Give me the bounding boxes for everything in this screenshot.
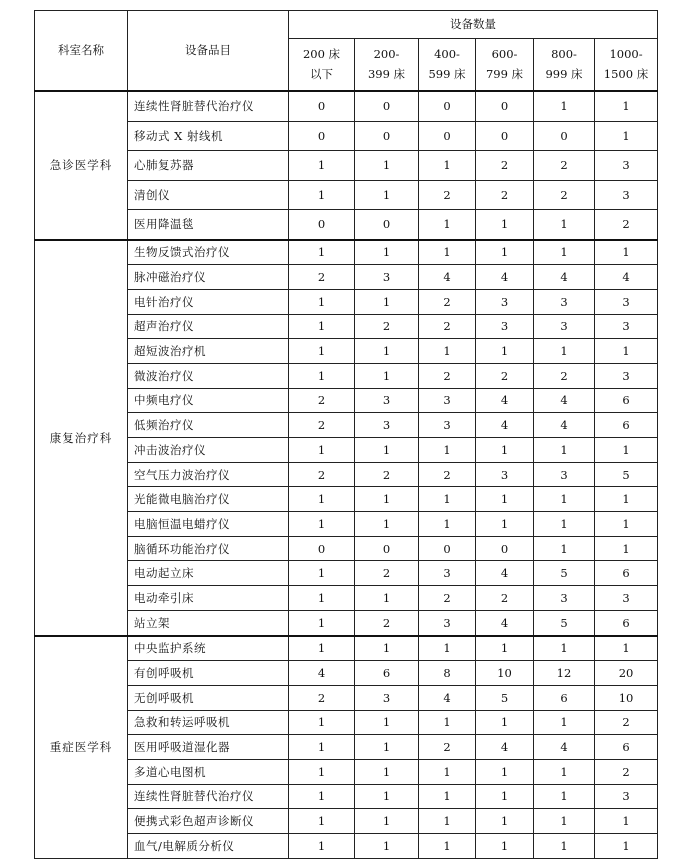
table-row bbox=[35, 834, 658, 859]
quantity-cell: 0 bbox=[289, 536, 355, 561]
quantity-cell: 5 bbox=[534, 561, 595, 586]
quantity-cell: 0 bbox=[476, 121, 534, 151]
quantity-cell: 3 bbox=[419, 413, 476, 438]
quantity-cell: 1 bbox=[289, 834, 355, 859]
table-row bbox=[35, 610, 658, 635]
quantity-cell: 3 bbox=[476, 314, 534, 339]
quantity-cell: 1 bbox=[595, 636, 658, 661]
quantity-cell: 1 bbox=[355, 636, 419, 661]
quantity-cell: 0 bbox=[476, 91, 534, 121]
quantity-cell: 6 bbox=[595, 735, 658, 760]
quantity-cell: 1 bbox=[595, 240, 658, 265]
quantity-cell: 5 bbox=[534, 610, 595, 635]
quantity-cell: 2 bbox=[595, 710, 658, 735]
quantity-cell: 3 bbox=[419, 561, 476, 586]
quantity-cell: 6 bbox=[595, 610, 658, 635]
equipment-item-cell: 脉冲磁治疗仪 bbox=[128, 265, 289, 290]
quantity-cell: 2 bbox=[289, 413, 355, 438]
quantity-cell: 0 bbox=[476, 536, 534, 561]
quantity-cell: 1 bbox=[289, 151, 355, 181]
table-row bbox=[35, 265, 658, 290]
quantity-cell: 3 bbox=[595, 151, 658, 181]
quantity-cell: 4 bbox=[534, 265, 595, 290]
quantity-cell: 1 bbox=[355, 710, 419, 735]
quantity-cell: 1 bbox=[419, 809, 476, 834]
quantity-cell: 1 bbox=[355, 809, 419, 834]
equipment-item-cell: 无创呼吸机 bbox=[128, 685, 289, 710]
equipment-item-cell: 多道心电图机 bbox=[128, 759, 289, 784]
quantity-cell: 1 bbox=[419, 710, 476, 735]
quantity-cell: 2 bbox=[289, 462, 355, 487]
quantity-cell: 1 bbox=[419, 151, 476, 181]
quantity-cell: 8 bbox=[419, 661, 476, 686]
equipment-item-cell: 电动牵引床 bbox=[128, 586, 289, 611]
quantity-cell: 6 bbox=[595, 388, 658, 413]
quantity-cell: 1 bbox=[476, 636, 534, 661]
table-row bbox=[35, 586, 658, 611]
quantity-cell: 1 bbox=[476, 438, 534, 463]
quantity-cell: 1 bbox=[534, 240, 595, 265]
table-row bbox=[35, 487, 658, 512]
equipment-item-cell: 冲击波治疗仪 bbox=[128, 438, 289, 463]
quantity-cell: 20 bbox=[595, 661, 658, 686]
table-header bbox=[35, 11, 658, 92]
equipment-item-cell: 超声治疗仪 bbox=[128, 314, 289, 339]
equipment-item-cell: 电针治疗仪 bbox=[128, 289, 289, 314]
quantity-cell: 3 bbox=[355, 265, 419, 290]
quantity-cell: 1 bbox=[534, 536, 595, 561]
equipment-item-cell: 电动起立床 bbox=[128, 561, 289, 586]
dept-name-cell: 重症医学科 bbox=[35, 636, 128, 859]
quantity-cell: 1 bbox=[534, 759, 595, 784]
quantity-cell: 1 bbox=[289, 561, 355, 586]
quantity-cell: 1 bbox=[534, 339, 595, 364]
quantity-cell: 4 bbox=[476, 265, 534, 290]
quantity-cell: 1 bbox=[476, 759, 534, 784]
quantity-cell: 1 bbox=[595, 834, 658, 859]
quantity-cell: 4 bbox=[419, 685, 476, 710]
table-row bbox=[35, 121, 658, 151]
quantity-cell: 1 bbox=[289, 759, 355, 784]
quantity-cell: 1 bbox=[595, 809, 658, 834]
quantity-cell: 2 bbox=[289, 388, 355, 413]
quantity-cell: 3 bbox=[534, 462, 595, 487]
quantity-cell: 3 bbox=[476, 462, 534, 487]
quantity-cell: 1 bbox=[289, 610, 355, 635]
quantity-cell: 4 bbox=[476, 561, 534, 586]
quantity-cell: 1 bbox=[355, 759, 419, 784]
quantity-cell: 1 bbox=[355, 784, 419, 809]
bed-size-header bbox=[595, 39, 658, 92]
quantity-cell: 1 bbox=[534, 834, 595, 859]
quantity-cell: 3 bbox=[595, 180, 658, 210]
equipment-item-cell: 清创仪 bbox=[128, 180, 289, 210]
bed-size-header-line1: 600- bbox=[491, 46, 518, 61]
quantity-cell: 1 bbox=[355, 834, 419, 859]
table-row bbox=[35, 561, 658, 586]
quantity-cell: 2 bbox=[289, 265, 355, 290]
table-row bbox=[35, 759, 658, 784]
quantity-cell: 1 bbox=[419, 636, 476, 661]
table-row bbox=[35, 91, 658, 121]
quantity-cell: 1 bbox=[534, 809, 595, 834]
quantity-cell: 0 bbox=[289, 91, 355, 121]
table-row bbox=[35, 661, 658, 686]
quantity-cell: 1 bbox=[595, 339, 658, 364]
bed-size-header-line2: 999 床 bbox=[545, 66, 583, 81]
table-row bbox=[35, 339, 658, 364]
quantity-cell: 0 bbox=[355, 121, 419, 151]
quantity-cell: 1 bbox=[289, 180, 355, 210]
quantity-cell: 0 bbox=[419, 91, 476, 121]
dept-name-cell: 康复治疗科 bbox=[35, 240, 128, 636]
quantity-cell: 4 bbox=[595, 265, 658, 290]
equipment-item-cell: 连续性肾脏替代治疗仪 bbox=[128, 784, 289, 809]
table-row bbox=[35, 210, 658, 240]
quantity-cell: 3 bbox=[355, 388, 419, 413]
quantity-cell: 3 bbox=[595, 586, 658, 611]
quantity-cell: 1 bbox=[355, 487, 419, 512]
quantity-cell: 4 bbox=[534, 388, 595, 413]
quantity-cell: 1 bbox=[534, 210, 595, 240]
quantity-cell: 1 bbox=[534, 438, 595, 463]
quantity-cell: 1 bbox=[289, 710, 355, 735]
quantity-cell: 2 bbox=[419, 363, 476, 388]
table-row bbox=[35, 735, 658, 760]
quantity-cell: 3 bbox=[476, 289, 534, 314]
quantity-cell: 1 bbox=[595, 91, 658, 121]
quantity-cell: 1 bbox=[355, 512, 419, 537]
quantity-cell: 1 bbox=[476, 809, 534, 834]
quantity-cell: 6 bbox=[534, 685, 595, 710]
equipment-item-cell: 有创呼吸机 bbox=[128, 661, 289, 686]
quantity-cell: 2 bbox=[355, 561, 419, 586]
quantity-cell: 1 bbox=[419, 759, 476, 784]
quantity-cell: 2 bbox=[355, 610, 419, 635]
quantity-cell: 1 bbox=[419, 240, 476, 265]
quantity-cell: 3 bbox=[419, 388, 476, 413]
quantity-cell: 2 bbox=[476, 586, 534, 611]
quantity-cell: 0 bbox=[289, 121, 355, 151]
quantity-group-header: 设备数量 bbox=[289, 11, 658, 39]
quantity-cell: 1 bbox=[476, 784, 534, 809]
quantity-cell: 1 bbox=[289, 363, 355, 388]
equipment-item-cell: 超短波治疗机 bbox=[128, 339, 289, 364]
quantity-cell: 2 bbox=[355, 462, 419, 487]
quantity-cell: 1 bbox=[289, 512, 355, 537]
bed-size-header-line2: 599 床 bbox=[428, 66, 466, 81]
quantity-cell: 4 bbox=[419, 265, 476, 290]
table-row bbox=[35, 809, 658, 834]
quantity-cell: 1 bbox=[289, 240, 355, 265]
quantity-cell: 1 bbox=[355, 289, 419, 314]
quantity-cell: 1 bbox=[289, 784, 355, 809]
equipment-item-cell: 急救和转运呼吸机 bbox=[128, 710, 289, 735]
table-row bbox=[35, 240, 658, 265]
quantity-cell: 0 bbox=[289, 210, 355, 240]
table-row bbox=[35, 636, 658, 661]
quantity-cell: 1 bbox=[289, 487, 355, 512]
quantity-cell: 3 bbox=[595, 363, 658, 388]
quantity-cell: 10 bbox=[595, 685, 658, 710]
bed-size-header-line1: 1000- bbox=[609, 46, 643, 61]
quantity-cell: 2 bbox=[419, 586, 476, 611]
quantity-cell: 0 bbox=[534, 121, 595, 151]
equipment-item-cell: 低频治疗仪 bbox=[128, 413, 289, 438]
quantity-cell: 1 bbox=[355, 438, 419, 463]
bed-size-header-line1: 800- bbox=[551, 46, 577, 61]
quantity-cell: 1 bbox=[289, 586, 355, 611]
bed-size-header-line2: 1500 床 bbox=[603, 66, 649, 81]
quantity-cell: 1 bbox=[534, 487, 595, 512]
quantity-cell: 1 bbox=[476, 710, 534, 735]
quantity-cell: 1 bbox=[595, 438, 658, 463]
table-row bbox=[35, 388, 658, 413]
equipment-item-cell: 生物反馈式治疗仪 bbox=[128, 240, 289, 265]
quantity-cell: 1 bbox=[419, 339, 476, 364]
quantity-cell: 1 bbox=[595, 121, 658, 151]
bed-size-header-line2: 399 床 bbox=[367, 66, 406, 81]
quantity-cell: 1 bbox=[534, 91, 595, 121]
quantity-cell: 1 bbox=[534, 636, 595, 661]
quantity-cell: 3 bbox=[355, 685, 419, 710]
bed-size-header-line1: 200 床 bbox=[302, 46, 341, 61]
quantity-cell: 3 bbox=[355, 413, 419, 438]
quantity-cell: 2 bbox=[476, 180, 534, 210]
equipment-item-cell: 电脑恒温电蜡疗仪 bbox=[128, 512, 289, 537]
equipment-item-cell: 空气压力波治疗仪 bbox=[128, 462, 289, 487]
quantity-cell: 0 bbox=[355, 210, 419, 240]
quantity-cell: 2 bbox=[419, 289, 476, 314]
quantity-cell: 10 bbox=[476, 661, 534, 686]
equipment-item-cell: 微波治疗仪 bbox=[128, 363, 289, 388]
quantity-cell: 2 bbox=[419, 314, 476, 339]
quantity-cell: 1 bbox=[595, 487, 658, 512]
quantity-cell: 1 bbox=[476, 834, 534, 859]
table-row bbox=[35, 512, 658, 537]
quantity-cell: 2 bbox=[534, 363, 595, 388]
quantity-cell: 2 bbox=[534, 180, 595, 210]
quantity-cell: 1 bbox=[355, 735, 419, 760]
quantity-cell: 2 bbox=[355, 314, 419, 339]
dept-group bbox=[35, 636, 658, 859]
quantity-cell: 1 bbox=[355, 180, 419, 210]
bed-size-header bbox=[534, 39, 595, 92]
quantity-cell: 1 bbox=[476, 512, 534, 537]
equipment-item-cell: 站立架 bbox=[128, 610, 289, 635]
quantity-cell: 1 bbox=[476, 339, 534, 364]
quantity-cell: 1 bbox=[534, 710, 595, 735]
quantity-cell: 1 bbox=[419, 487, 476, 512]
quantity-cell: 4 bbox=[534, 413, 595, 438]
table-row bbox=[35, 363, 658, 388]
quantity-cell: 1 bbox=[476, 240, 534, 265]
table-row bbox=[35, 413, 658, 438]
quantity-cell: 6 bbox=[355, 661, 419, 686]
quantity-cell: 4 bbox=[476, 735, 534, 760]
quantity-cell: 1 bbox=[289, 809, 355, 834]
bed-size-header-line2: 以下 bbox=[310, 66, 333, 81]
equipment-item-cell: 血气/电解质分析仪 bbox=[128, 834, 289, 859]
equipment-item-cell: 光能微电脑治疗仪 bbox=[128, 487, 289, 512]
quantity-cell: 1 bbox=[355, 586, 419, 611]
quantity-cell: 0 bbox=[419, 536, 476, 561]
quantity-cell: 1 bbox=[355, 240, 419, 265]
quantity-cell: 2 bbox=[419, 735, 476, 760]
quantity-cell: 3 bbox=[419, 610, 476, 635]
quantity-cell: 1 bbox=[595, 512, 658, 537]
table-row bbox=[35, 438, 658, 463]
bed-size-header bbox=[289, 39, 355, 92]
quantity-cell: 2 bbox=[595, 759, 658, 784]
bed-size-header-line1: 200- bbox=[373, 46, 400, 61]
equipment-table bbox=[34, 10, 658, 859]
bed-size-header bbox=[419, 39, 476, 92]
quantity-cell: 1 bbox=[534, 512, 595, 537]
quantity-cell: 0 bbox=[355, 91, 419, 121]
quantity-cell: 2 bbox=[419, 180, 476, 210]
dept-column-header: 科室名称 bbox=[35, 11, 128, 92]
quantity-cell: 2 bbox=[419, 462, 476, 487]
equipment-item-cell: 便携式彩色超声诊断仪 bbox=[128, 809, 289, 834]
quantity-cell: 3 bbox=[595, 314, 658, 339]
quantity-cell: 1 bbox=[476, 210, 534, 240]
quantity-cell: 1 bbox=[289, 636, 355, 661]
quantity-cell: 1 bbox=[355, 363, 419, 388]
dept-group bbox=[35, 240, 658, 636]
quantity-cell: 4 bbox=[476, 413, 534, 438]
quantity-cell: 4 bbox=[476, 610, 534, 635]
quantity-cell: 3 bbox=[534, 314, 595, 339]
quantity-cell: 5 bbox=[476, 685, 534, 710]
table-row bbox=[35, 685, 658, 710]
quantity-cell: 4 bbox=[534, 735, 595, 760]
equipment-item-cell: 医用呼吸道湿化器 bbox=[128, 735, 289, 760]
dept-name-cell: 急诊医学科 bbox=[35, 91, 128, 240]
equipment-item-cell: 医用降温毯 bbox=[128, 210, 289, 240]
quantity-cell: 6 bbox=[595, 561, 658, 586]
table-row bbox=[35, 462, 658, 487]
quantity-cell: 1 bbox=[289, 289, 355, 314]
equipment-item-cell: 连续性肾脏替代治疗仪 bbox=[128, 91, 289, 121]
equipment-item-cell: 心肺复苏器 bbox=[128, 151, 289, 181]
quantity-cell: 1 bbox=[289, 339, 355, 364]
quantity-cell: 2 bbox=[476, 363, 534, 388]
dept-group bbox=[35, 91, 658, 240]
quantity-cell: 6 bbox=[595, 413, 658, 438]
bed-size-header-line1: 400- bbox=[434, 46, 460, 61]
table-row bbox=[35, 314, 658, 339]
quantity-cell: 3 bbox=[595, 784, 658, 809]
quantity-cell: 3 bbox=[595, 289, 658, 314]
table-row bbox=[35, 180, 658, 210]
equipment-item-cell: 中央监护系统 bbox=[128, 636, 289, 661]
quantity-cell: 12 bbox=[534, 661, 595, 686]
bed-size-header-line2: 799 床 bbox=[485, 66, 524, 81]
quantity-cell: 1 bbox=[355, 151, 419, 181]
quantity-cell: 1 bbox=[289, 314, 355, 339]
quantity-cell: 0 bbox=[419, 121, 476, 151]
table-row bbox=[35, 151, 658, 181]
item-column-header: 设备品目 bbox=[128, 11, 289, 92]
table-row bbox=[35, 536, 658, 561]
quantity-cell: 4 bbox=[476, 388, 534, 413]
equipment-item-cell: 中频电疗仪 bbox=[128, 388, 289, 413]
quantity-cell: 1 bbox=[289, 438, 355, 463]
table-row bbox=[35, 289, 658, 314]
quantity-cell: 3 bbox=[534, 289, 595, 314]
quantity-cell: 1 bbox=[534, 784, 595, 809]
quantity-cell: 5 bbox=[595, 462, 658, 487]
quantity-cell: 1 bbox=[595, 536, 658, 561]
table-row bbox=[35, 784, 658, 809]
quantity-cell: 2 bbox=[476, 151, 534, 181]
quantity-cell: 2 bbox=[534, 151, 595, 181]
table-row bbox=[35, 710, 658, 735]
quantity-cell: 1 bbox=[289, 735, 355, 760]
quantity-cell: 1 bbox=[419, 834, 476, 859]
quantity-cell: 3 bbox=[534, 586, 595, 611]
quantity-cell: 1 bbox=[476, 487, 534, 512]
quantity-cell: 1 bbox=[419, 210, 476, 240]
quantity-cell: 4 bbox=[289, 661, 355, 686]
quantity-cell: 1 bbox=[419, 438, 476, 463]
bed-size-header bbox=[355, 39, 419, 92]
quantity-cell: 0 bbox=[355, 536, 419, 561]
equipment-item-cell: 脑循环功能治疗仪 bbox=[128, 536, 289, 561]
quantity-cell: 1 bbox=[419, 512, 476, 537]
quantity-cell: 2 bbox=[289, 685, 355, 710]
bed-size-header bbox=[476, 39, 534, 92]
equipment-item-cell: 移动式 X 射线机 bbox=[128, 121, 289, 151]
quantity-cell: 1 bbox=[419, 784, 476, 809]
quantity-cell: 2 bbox=[595, 210, 658, 240]
quantity-cell: 1 bbox=[355, 339, 419, 364]
